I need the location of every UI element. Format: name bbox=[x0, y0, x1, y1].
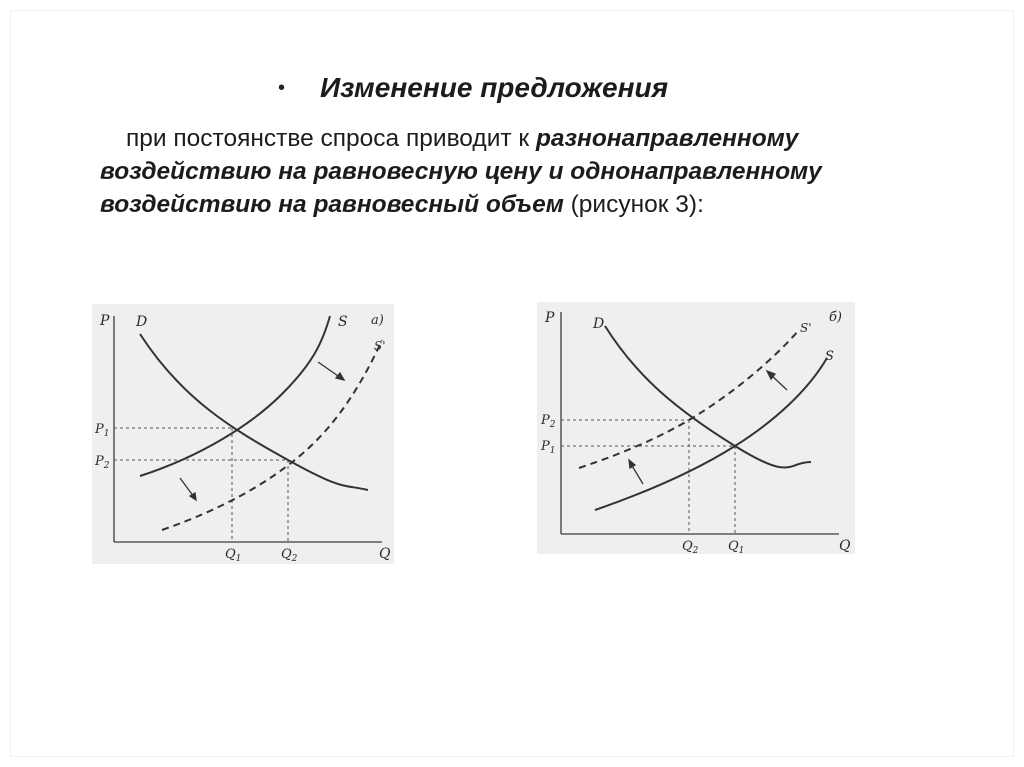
figure-b-graphic bbox=[537, 302, 855, 554]
figure-a-q1-sub: 1 bbox=[235, 554, 242, 564]
figure-b-panel-label: б) bbox=[829, 310, 843, 325]
figure-a-new-supply-curve bbox=[162, 340, 382, 530]
figure-b-supply-label: S bbox=[825, 349, 834, 364]
title-row bbox=[278, 66, 668, 110]
figure-b bbox=[537, 302, 855, 554]
figure-b-q2-sub: 2 bbox=[692, 546, 699, 554]
figure-b-q1-label bbox=[728, 539, 744, 554]
figure-a-panel-label: а) bbox=[371, 313, 384, 328]
figure-a-p1-label bbox=[94, 422, 109, 439]
figure-a-p1-sub: 1 bbox=[103, 429, 110, 439]
figure-b-p1-label bbox=[540, 439, 555, 456]
figure-a-p2-sub: 2 bbox=[103, 461, 110, 471]
figure-a-graphic bbox=[92, 304, 394, 564]
figure-a-q2-letter: Q bbox=[281, 547, 292, 562]
figure-b-new-supply-label: S' bbox=[800, 321, 812, 335]
figure-b-q2-letter: Q bbox=[682, 539, 693, 554]
paragraph-part-2: разнонаправленному воздействию на равновесную цену и однонаправленному воздействию на равновесный объем bbox=[100, 125, 822, 218]
figure-a-demand-curve bbox=[140, 334, 368, 490]
paragraph-part-1: при постоянстве спроса приводит к bbox=[126, 125, 536, 152]
figure-b-new-supply-curve bbox=[579, 330, 799, 468]
figure-b-p1-letter: P bbox=[541, 439, 550, 454]
figure-b-p2-sub: 2 bbox=[549, 420, 556, 430]
figure-b-supply-curve bbox=[595, 358, 827, 510]
figure-a-supply-label: S bbox=[338, 314, 348, 330]
bullet: • bbox=[278, 76, 286, 99]
figure-b-q1-sub: 1 bbox=[738, 546, 745, 554]
figure-b-p2-label bbox=[540, 413, 556, 430]
figure-a-axis-p-label: P bbox=[100, 313, 110, 329]
figure-a-q1-letter: Q bbox=[225, 547, 236, 562]
figure-b-axis-p-label: P bbox=[545, 310, 555, 326]
figure-b-p2-letter: P bbox=[541, 413, 550, 428]
paragraph-part-3: (рисунок 3): bbox=[563, 191, 704, 218]
figure-a-new-supply-label: S' bbox=[374, 339, 386, 353]
figure-a-p2-letter: P bbox=[95, 454, 104, 469]
figure-b-q1-letter: Q bbox=[728, 539, 739, 554]
figure-b-axis-q-label: Q bbox=[839, 538, 851, 554]
figure-a-supply-curve bbox=[140, 316, 330, 476]
figure-a-q2-label bbox=[281, 547, 298, 564]
figure-b-arrowhead-bottom bbox=[629, 460, 635, 468]
figure-b-p1-sub: 1 bbox=[549, 446, 556, 456]
figure-a-demand-label: D bbox=[136, 314, 148, 330]
slide-paragraph bbox=[100, 122, 960, 221]
figure-a bbox=[92, 304, 394, 564]
figure-b-q2-label bbox=[682, 539, 699, 554]
figure-a-p1-letter: P bbox=[95, 422, 104, 437]
figure-a-q1-label bbox=[225, 547, 241, 564]
figure-b-demand-label: D bbox=[593, 316, 605, 332]
figure-a-q2-sub: 2 bbox=[291, 554, 298, 564]
slide-title: Изменение предложения bbox=[320, 72, 669, 103]
figure-a-p2-label bbox=[94, 454, 110, 471]
figure-a-arrowhead-bottom bbox=[190, 493, 196, 500]
figure-a-arrowhead-top bbox=[336, 373, 344, 380]
figure-a-axis-q-label: Q bbox=[379, 546, 391, 562]
